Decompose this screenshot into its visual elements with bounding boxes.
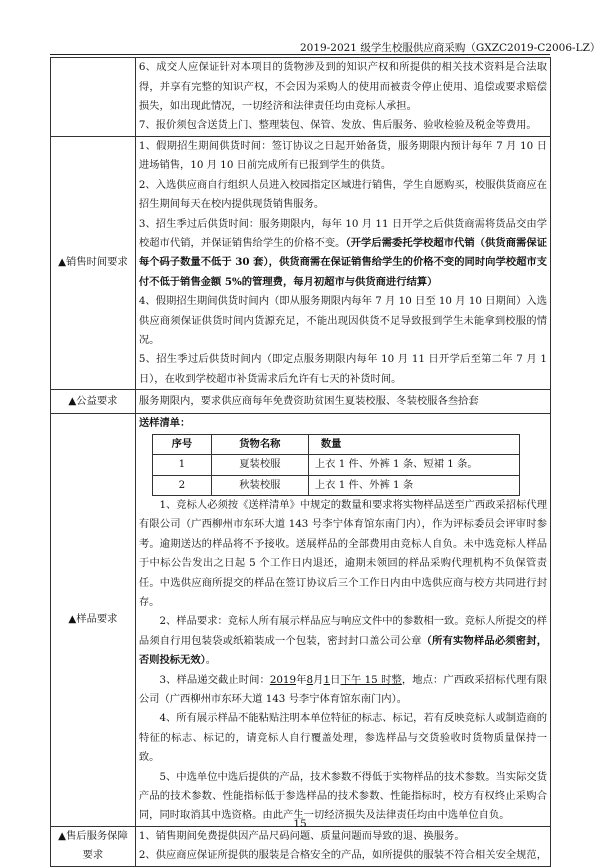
sales-clause-4: 4、假期招生期间供货时间内（即从服务期限内每年 7 月 10 日至 10 月 10 日期间）入选供应商须保证供货时间内货源充足，不能出现因供货不足导致报到学生未能拿到校服的情况。 [138, 295, 547, 347]
deadline-time: 下午 15 时整 [340, 673, 402, 686]
sample-clause-2-text: 2、样品要求：竞标人所有展示样品应与响应文件中的参数相一致。竞标人所提交的样品须自行用包装袋或纸箱装成一个包装，密封封口盖公司公章 [138, 615, 547, 647]
sample-table-header [152, 434, 519, 454]
deadline-month: 8 [306, 673, 314, 686]
table-row [51, 58, 551, 137]
sales-clause-2: 2、入选供应商自行组织人员进入校园指定区域进行销售，学生自愿购买，校服供货商应在招生期间每天在校内提供现货销售服务。 [138, 178, 547, 211]
sample-clause-3 [139, 671, 547, 710]
month-unit: 月 [313, 673, 324, 686]
requirements-table [50, 57, 551, 867]
sample-clause-2-end: 。 [205, 654, 217, 667]
row-label-sales-time: ▲销售时间要求 [51, 137, 136, 390]
col-header-goods: 货物名称 [211, 434, 308, 454]
after-sales-clause-1: 1、销售期间免费提供因产品尺码问题、质量问题而导致的退、换服务。 [138, 829, 465, 842]
deadline-year: 2019 [269, 673, 297, 686]
cell-goods: 秋装校服 [211, 475, 308, 495]
document-header: 2019-2021 级学生校服供应商采购（GXZC2019-C2006-LZ） [300, 42, 600, 54]
clause-7: 7、报价须包含送货上门、整理装包、保管、发放、售后服务、验收检验及税金等费用。 [138, 119, 537, 132]
sample-clause-4: 4、所有展示样品不能粘贴注明本单位特征的标志、标记，若有反映竞标人或制造商的特征的标志、标记的，请竞标人自行覆盖处理，参选样品与交货验收时货物质量保持一致。 [138, 712, 547, 764]
sales-clause-3 [139, 215, 547, 293]
col-header-qty: 数量 [308, 434, 519, 454]
sample-clause-1: 1、竞标人必须按《送样清单》中规定的数量和要求将实物样品送至广西政采招标代理有限公司（广西柳州市东环大道 143 号李宁体育馆东南门内），作为评标委员会评审时参考。逾期送达的样品将不予接收。送展样品的全部费用由竞标人自负。未中选竞标人样品于中标公告发出之日起 5 个工作日内退还，逾期未领回的样品采购代理机构不负保管责任。中选供应商所提交的样品在签订协议后三个工作日内由中选供应商与校方共同进行封存。 [138, 498, 547, 608]
deadline-label: 3、样品递交截止时间： [159, 673, 270, 686]
year-unit: 年 [296, 673, 307, 686]
row-label [51, 58, 136, 137]
cell-qty: 上衣 1 件、外裤 1 条、短裙 1 条。 [308, 455, 519, 475]
row-label-samples: ▲样品要求 [51, 414, 136, 827]
table-row [51, 137, 551, 390]
sales-clause-3-text: 3、招生季过后供货时间：服务期限内，每年 10 月 11 日开学之后供货商需将货品交由学校超市代销，并保证销售给学生的价格不变。 [138, 217, 547, 250]
sample-clause-5: 5、中选单位中选后提供的产品，技术参数不得低于实物样品的技术参数。当实际交货产品的技术参数、性能指标低于参选样品的技术参数、性能指标时，校方有权终止采购合同，同时取消其中选资格。由此产生一切经济损失及法律责任均由中选单位自负。 [138, 770, 547, 822]
table-row [51, 826, 551, 866]
deadline-day: 1 [323, 673, 331, 686]
welfare-text: 服务期限内，要求供应商每年免费资助贫困生夏装校服、冬装校服各叁拾套 [138, 395, 479, 408]
day-unit: 日 [330, 673, 341, 686]
sample-clause-2 [139, 612, 547, 670]
sales-clause-5: 5、招生季过后供货时间内（即定点服务期限内每年 10 月 11 日开学后至第二年 7 月 1 日），在收到学校超市补货需求后允许有七天的补货时间。 [138, 353, 547, 385]
sample-table-row [152, 475, 519, 495]
after-sales-clause-2: 2、供应商应保证所提供的服装是合格安全的产品，如所提供的服装不符合相关安全规范， [138, 849, 547, 862]
page-number: 15 [293, 818, 307, 830]
sales-clause-3-bold: （开学后需委托学校超市代销（供货商需保证每个码子数量不低于 30 套），供货商需在保证销售给学生的价格不变的同时向学校超市支付不低于销售金额 5%的管理费，每月初超市与供货商进行结算） [138, 237, 548, 288]
header-rule [50, 54, 550, 55]
deadline-location: ，地点：广西政采招标代理有限公司（广西柳州市东环大道 143 号李宁体育馆东南门内）。 [138, 673, 548, 705]
cell-qty: 上衣 1 件、外裤 1 条 [308, 475, 519, 495]
sample-list-table [152, 434, 520, 496]
cell-goods: 夏装校服 [211, 455, 308, 475]
sample-table-row [152, 455, 519, 475]
row-label-after-sales: ▲售后服务保障要求 [51, 826, 136, 866]
sales-clause-1: 1、假期招生期间供货时间：签订协议之日起开始备货，服务期限内预计每年 7 月 10 日进场销售，10 月 10 日前完成所有已报到学生的供货。 [138, 140, 547, 172]
row-label-welfare: ▲公益要求 [51, 390, 136, 414]
clause-6: 6、成交人应保证针对本项目的货物涉及到的知识产权和所提供的相关技术资料是合法取得，并享有完整的知识产权，不会因为采购人的使用而被责令停止使用、追偿或要求赔偿损失，如出现此情况，一切经济和法律责任均由竞标人承担。 [138, 61, 547, 112]
table-row [51, 390, 551, 414]
sample-clause-2-bold: （所有实物样品必须密封，否则投标无效） [138, 634, 548, 667]
cell-no: 1 [152, 455, 211, 475]
sample-list-title: 送样清单： [138, 417, 191, 430]
table-row [51, 414, 551, 827]
cell-no: 2 [152, 475, 211, 495]
col-header-no: 序号 [152, 434, 211, 454]
